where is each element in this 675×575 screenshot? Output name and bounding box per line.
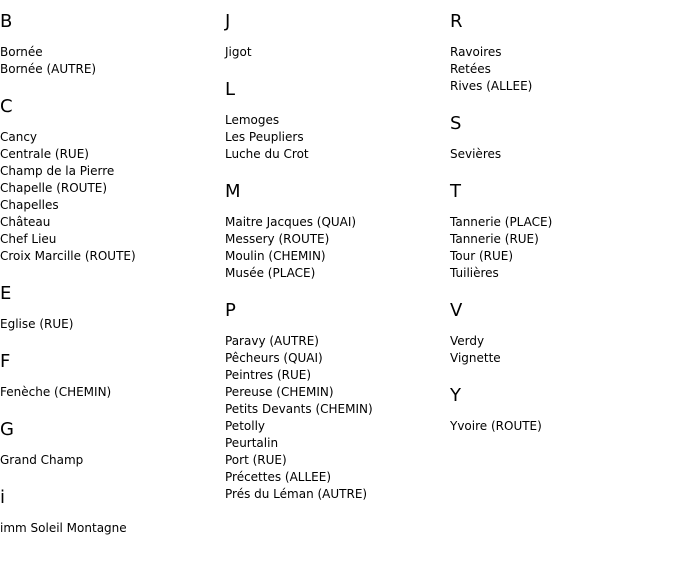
street-link[interactable]: Rives (ALLEE)	[450, 79, 533, 93]
street-list	[450, 333, 670, 367]
letter-group	[225, 78, 445, 163]
street-link[interactable]: Croix Marcille (ROUTE)	[0, 249, 136, 263]
letter-group	[450, 299, 670, 367]
street-link[interactable]: Paravy (AUTRE)	[225, 334, 319, 348]
street-link[interactable]: Champ de la Pierre	[0, 164, 115, 178]
street-link[interactable]: Château	[0, 215, 51, 229]
street-link[interactable]: Chef Lieu	[0, 232, 57, 246]
street-link[interactable]: Vignette	[450, 351, 501, 365]
street-link[interactable]: Peurtalin	[225, 436, 279, 450]
street-link[interactable]: Eglise (RUE)	[0, 317, 74, 331]
street-list	[0, 129, 220, 265]
letter-group	[450, 384, 670, 435]
street-list	[0, 452, 220, 469]
letter-heading: E	[0, 283, 12, 304]
letter-group	[0, 10, 220, 78]
street-link[interactable]: Retées	[450, 62, 491, 76]
street-list	[450, 44, 670, 95]
street-link[interactable]: Tannerie (PLACE)	[450, 215, 553, 229]
street-link[interactable]: Tuilières	[450, 266, 499, 280]
street-link[interactable]: Tannerie (RUE)	[450, 232, 539, 246]
street-list	[225, 214, 445, 282]
index-column	[0, 10, 220, 554]
letter-heading: i	[0, 487, 6, 508]
letter-heading: J	[225, 11, 231, 32]
letter-group	[0, 95, 220, 265]
street-link[interactable]: Bornée	[0, 45, 43, 59]
street-link[interactable]: Musée (PLACE)	[225, 266, 316, 280]
street-list	[450, 214, 670, 282]
street-list	[0, 520, 220, 537]
street-link[interactable]: Ravoires	[450, 45, 502, 59]
letter-heading: P	[225, 300, 236, 321]
street-link[interactable]: Port (RUE)	[225, 453, 287, 467]
street-link[interactable]: Tour (RUE)	[450, 249, 514, 263]
street-list	[225, 112, 445, 163]
street-list	[225, 333, 445, 503]
letter-group	[0, 418, 220, 469]
street-link[interactable]: Peintres (RUE)	[225, 368, 312, 382]
street-list	[450, 418, 670, 435]
street-link[interactable]: Centrale (RUE)	[0, 147, 89, 161]
letter-heading: L	[225, 79, 236, 100]
street-link[interactable]: Luche du Crot	[225, 147, 309, 161]
index-column	[450, 10, 670, 452]
street-link[interactable]: Verdy	[450, 334, 485, 348]
street-list	[0, 316, 220, 333]
street-link[interactable]: Bornée (AUTRE)	[0, 62, 97, 76]
letter-group	[225, 10, 445, 61]
street-link[interactable]: Précettes (ALLEE)	[225, 470, 332, 484]
street-link[interactable]: Chapelles	[0, 198, 59, 212]
letter-group	[450, 180, 670, 282]
letter-heading: F	[0, 351, 11, 372]
letter-heading: Y	[450, 385, 461, 406]
street-link[interactable]: imm Soleil Montagne	[0, 521, 127, 535]
street-link[interactable]: Maitre Jacques (QUAI)	[225, 215, 357, 229]
letter-group	[450, 10, 670, 95]
street-list	[450, 146, 670, 163]
letter-heading: S	[450, 113, 462, 134]
street-link[interactable]: Grand Champ	[0, 453, 84, 467]
letter-heading: M	[225, 181, 241, 202]
letter-group	[225, 299, 445, 503]
letter-heading: B	[0, 11, 13, 32]
street-link[interactable]: Sevières	[450, 147, 502, 161]
index-column	[225, 10, 445, 520]
street-link[interactable]: Prés du Léman (AUTRE)	[225, 487, 368, 501]
letter-heading: R	[450, 11, 463, 32]
letter-group	[0, 350, 220, 401]
letter-heading: V	[450, 300, 463, 321]
letter-heading: G	[0, 419, 14, 440]
street-link[interactable]: Les Peupliers	[225, 130, 304, 144]
street-link[interactable]: Pereuse (CHEMIN)	[225, 385, 334, 399]
letter-group	[225, 180, 445, 282]
letter-group	[0, 486, 220, 537]
street-link[interactable]: Fenèche (CHEMIN)	[0, 385, 112, 399]
letter-group	[0, 282, 220, 333]
street-link[interactable]: Moulin (CHEMIN)	[225, 249, 326, 263]
street-link[interactable]: Petolly	[225, 419, 266, 433]
street-list	[0, 384, 220, 401]
street-link[interactable]: Petits Devants (CHEMIN)	[225, 402, 373, 416]
street-link[interactable]: Yvoire (ROUTE)	[450, 419, 542, 433]
letter-heading: C	[0, 96, 13, 117]
letter-group	[450, 112, 670, 163]
street-list	[225, 44, 445, 61]
street-link[interactable]: Chapelle (ROUTE)	[0, 181, 108, 195]
street-list	[0, 44, 220, 78]
street-link[interactable]: Lemoges	[225, 113, 280, 127]
letter-heading: T	[450, 181, 461, 202]
street-link[interactable]: Messery (ROUTE)	[225, 232, 330, 246]
street-link[interactable]: Pêcheurs (QUAI)	[225, 351, 323, 365]
street-link[interactable]: Cancy	[0, 130, 38, 144]
street-link[interactable]: Jigot	[225, 45, 252, 59]
